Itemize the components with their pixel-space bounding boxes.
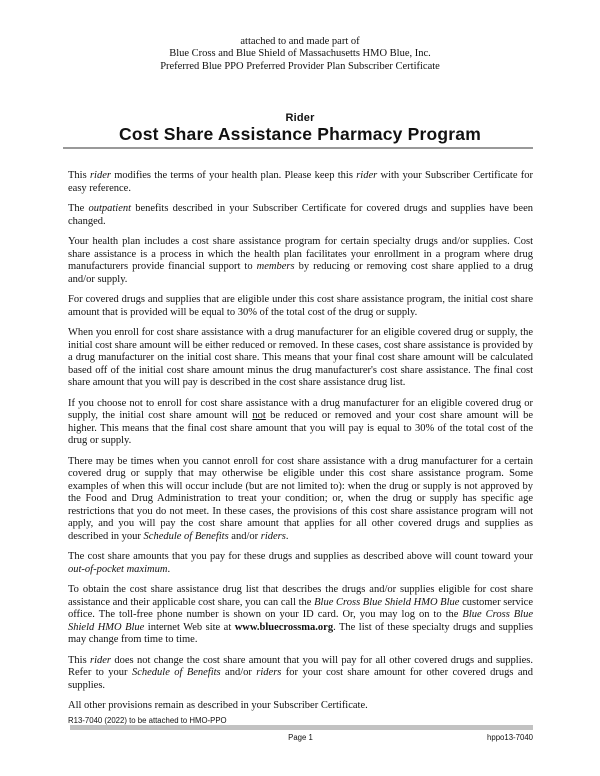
- title-block: [0, 112, 600, 144]
- text-segment: To obtain the cost share assistance drug list that describes the drugs and/or supplies eligible for cost share assistance and their applicable cost share, you can call the: [68, 584, 533, 608]
- text-segment: riders: [256, 667, 282, 679]
- text-segment: The: [68, 203, 89, 215]
- text-segment: with your Subscriber Certificate for easy reference.: [68, 170, 534, 194]
- title-divider: [63, 147, 533, 149]
- text-segment: Schedule of Benefits: [143, 530, 229, 542]
- document-header: [0, 0, 600, 73]
- document-body: [68, 170, 533, 713]
- paragraph: [68, 584, 533, 647]
- website-url: www.bluecrossma.org: [234, 621, 334, 633]
- text-segment: does not change the cost share amount that you will pay for all other covered drugs and supplies. Refer to your: [68, 654, 533, 679]
- page-number: Page 1: [288, 733, 313, 742]
- paragraph: [68, 398, 533, 448]
- text-segment: Your health plan includes a cost share assistance program for certain specialty drugs and/or supplies. Cost share assistance is a process in which the health plan facilitates your enrollment in a program where drug manufacturers provide financial support to: [68, 236, 533, 273]
- text-segment: If you choose not to enroll for cost share assistance with a drug manufacturer for an eligible covered drug or supply, the initial cost share amount will: [68, 397, 533, 422]
- text-segment: by reducing or removing cost share applied to a drug and/or supply.: [68, 261, 533, 285]
- paragraph: [68, 655, 533, 693]
- text-segment: For covered drugs and supplies that are eligible under this cost share assistance program, the initial cost share amount that is provided will be equal to 30% of the total cost of the drug or supply.: [68, 294, 533, 318]
- text-segment: .: [285, 530, 289, 542]
- paragraph: [68, 700, 533, 713]
- footer-line: [68, 733, 533, 742]
- text-segment: be reduced or removed and your cost share amount will be higher. This means that the final cost share amount that you will pay is equal to 30% of the total cost of the drug or supply.: [68, 410, 533, 447]
- text-segment: rider: [90, 654, 112, 666]
- text-segment: and/or: [220, 667, 257, 679]
- text-segment: rider: [356, 170, 378, 182]
- footer-note: R13-7040 (2022) to be attached to HMO-PPO: [68, 716, 227, 725]
- text-segment: not: [252, 410, 266, 422]
- text-segment: The cost share amounts that you pay for these drugs and supplies as described above will count toward your: [68, 551, 533, 563]
- paragraph: [68, 236, 533, 286]
- footer-divider-bar: [70, 725, 533, 730]
- text-segment: rider: [89, 170, 111, 182]
- header-line-attached: attached to and made part of: [240, 36, 360, 47]
- text-segment: This: [68, 170, 90, 182]
- text-segment: This: [68, 654, 91, 666]
- text-segment: internet Web site at: [144, 621, 235, 633]
- paragraph: [68, 551, 533, 576]
- text-segment: Blue Cross Blue Shield HMO Blue: [314, 596, 460, 608]
- text-segment: outpatient: [88, 203, 132, 215]
- text-segment: modifies the terms of your health plan. Please keep this: [110, 170, 357, 182]
- paragraph: [68, 203, 533, 228]
- text-segment: benefits described in your Subscriber Certificate for covered drugs and supplies have been changed.: [68, 203, 533, 227]
- text-segment: When you enroll for cost share assistance with a drug manufacturer for an eligible covered drug or supply, the initial cost share amount will be either reduced or removed. In these cases, cost share assistance is provided by a drug manufacturer on the initial cost share. This means that your final cost share amount will be calculated based off of the initial cost share amount minus the drug manufacturer's cost share assistance. The final cost share amount that you will pay is described in the cost share assistance drug list.: [68, 327, 533, 389]
- paragraph: [68, 456, 533, 544]
- text-segment: Blue Cross Blue Shield HMO Blue: [68, 609, 534, 633]
- text-segment: and/or: [228, 530, 261, 542]
- text-segment: All other provisions remain as described in your Subscriber Certificate.: [68, 700, 368, 712]
- text-segment: customer service office. The toll-free phone number is shown on your ID card. Or, you may log on to the: [68, 596, 533, 621]
- text-segment: for your cost share amount for other covered drugs and supplies.: [68, 667, 534, 691]
- paragraph: [68, 294, 533, 319]
- header-line-plan: Preferred Blue PPO Preferred Provider Plan Subscriber Certificate: [160, 60, 440, 72]
- text-segment: Schedule of Benefits: [131, 667, 221, 679]
- text-segment: There may be times when you cannot enroll for cost share assistance with a drug manufacturer for a certain covered drug or supply that may otherwise be eligible under this cost share assistance program. Some examples of when this will occur include (but are not limited to): when the drug or supply is not approved by the Food and Drug Administration to treat your condition; or, when the drug or supply has specific age restrictions that you do not meet. In these cases, the provisions of this cost share assistance program will not apply, and you will pay the cost share amount that applies for all other covered drugs and supplies as described in your: [68, 455, 533, 542]
- header-line-company: Blue Cross and Blue Shield of Massachusetts HMO Blue, Inc.: [169, 48, 431, 60]
- doc-code: hppo13-7040: [487, 733, 533, 742]
- title-kicker: Rider: [285, 112, 315, 125]
- text-segment: .: [167, 563, 171, 575]
- text-segment: riders: [260, 530, 286, 542]
- paragraph: [68, 170, 533, 195]
- text-segment: members: [256, 261, 295, 273]
- text-segment: . The list of these specialty drugs and supplies may change from time to time.: [68, 621, 533, 646]
- page-title: Cost Share Assistance Pharmacy Program: [119, 124, 481, 145]
- text-segment: out-of-pocket maximum: [68, 563, 168, 575]
- paragraph: [68, 327, 533, 390]
